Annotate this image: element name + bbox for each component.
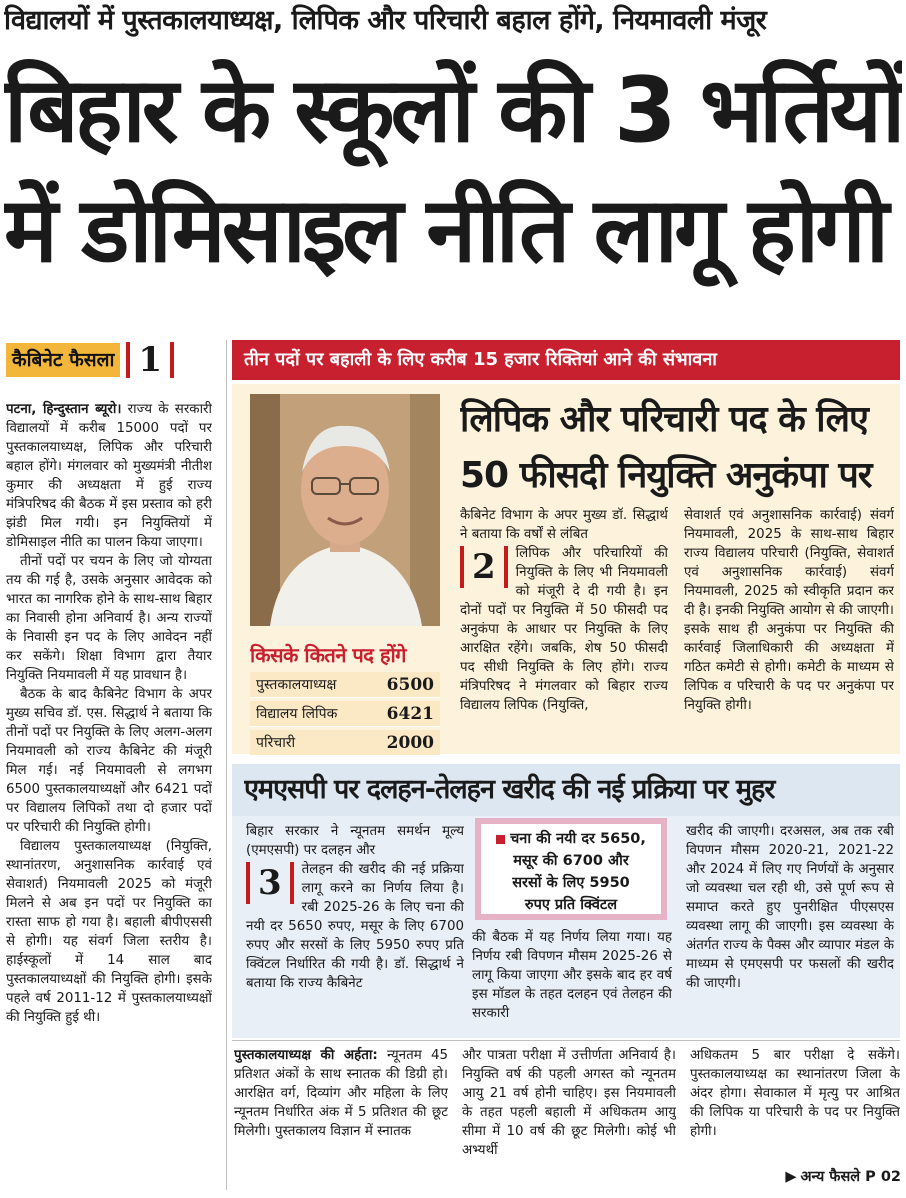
main-headline-line-1: बिहार के स्कूलों की 3 भर्तियों bbox=[4, 58, 902, 163]
section-2-col2-text: सेवाशर्त एवं अनुशासनिक कार्रवाई) संवर्ग नियमावली, 2025 के साथ-साथ बिहार राज्य विद्यालय परिचारी (नियुक्ति, सेवाशर्त एवं अनुशासनिक कार्रवाई) संवर्ग नियमावली, 2025 को स्वीकृति प्रदान कर दी है। इनकी नियुक्ति आयोग से की जाएगी। इसके साथ ही अनुकंपा पर नियुक्ति की कार्रवाई जिलाधिकारी की अध्यक्षता में गठित कमेटी से होगी। कमेटी के माध्यम से लिपिक व परिचारी के पद पर अनुकंपा पर नियुक्ति होगी। bbox=[684, 508, 894, 713]
section-2-column-1 bbox=[460, 506, 668, 746]
post-count: 2000 bbox=[386, 732, 434, 753]
section-3-intro: बिहार सरकार ने न्यूनतम समर्थन मूल्य (एमएसपी) पर दलहन और bbox=[246, 824, 464, 858]
section-4-col1 bbox=[234, 1046, 448, 1141]
other-decisions-text: अन्य फैसले P 02 bbox=[800, 1169, 901, 1185]
section-2-body-text: लिपिक और परिचारियों की नियुक्ति के लिए भी नियमावली को मंजूरी दे दी गयी है। इन दोनों पदों पर नियुक्ति में 50 फीसदी पद अनुकंपा के आधार पर नियुक्ति के लिए आरक्षित रहेंगे। जबकि, शेष 50 फीसदी पद सीधी नियुक्ति के लिए होंगे। राज्य मंत्रिपरिषद ने मंगलवार को बिहार राज्य विद्यालय लिपिक (नियुक्ति, bbox=[460, 546, 668, 713]
section-4-col3-text: अधिकतम 5 बार परीक्षा दे सकेंगे। पुस्तकालयाध्यक्ष का स्थानांतरण जिला के अंदर होगा। सेवाकाल में मृत्यु पर आश्रित की लिपिक या परिचारी के पद पर नियुक्ति होगी। bbox=[690, 1048, 900, 1139]
section-4-divider bbox=[232, 1040, 900, 1041]
post-count: 6500 bbox=[386, 674, 434, 695]
section-4-column-3 bbox=[690, 1046, 900, 1164]
bullet-square-icon bbox=[496, 835, 505, 844]
highlight-line-1: चना की नयी दर 5650, bbox=[487, 828, 655, 850]
section-3-body bbox=[246, 860, 464, 993]
section-3-column-2 bbox=[472, 928, 672, 1036]
section-4-column-2 bbox=[462, 1046, 676, 1190]
section-4-column-1 bbox=[234, 1046, 448, 1190]
msp-rates-highlight bbox=[475, 818, 667, 920]
post-name: पुस्तकालयाध्यक्ष bbox=[256, 677, 337, 693]
article-paragraph-1 bbox=[6, 400, 212, 552]
section-2-subhead-line-2: 50 फीसदी नियुक्ति अनुकंपा पर bbox=[460, 455, 872, 496]
main-headline-line-2: में डोमिसाइल नीति लागू होगी bbox=[4, 178, 886, 283]
posts-row-clerk bbox=[250, 701, 440, 727]
vacancy-banner: तीन पदों पर बहाली के लिए करीब 15 हजार रिक्तियां आने की संभावना bbox=[232, 340, 900, 380]
post-name: परिचारी bbox=[256, 735, 296, 751]
left-column-article bbox=[6, 400, 212, 1190]
article-paragraph-3: बैठक के बाद कैबिनेट विभाग के अपर मुख्य सचिव डॉ. एस. सिद्धार्थ ने बताया कि तीनों पदों पर नियुक्ति के लिए अलग-अलग नियमावली को राज्य कैबिनेट की मंजूरी मिल गई। नई नियमावली से लगभग 6500 पुस्तकालयाध्यक्षों और 6421 पदों पर विद्यालय लिपिकों तथा दो हजार पदों पर परिचारी की नियुक्ति होगी। bbox=[6, 687, 212, 835]
section-4-col2-text: और पात्रता परीक्षा में उत्तीर्णता अनिवार्य है। नियुक्ति वर्ष की पहली अगस्त को न्यूनतम आयु 21 वर्ष होनी चाहिए। इस नियमावली के तहत पहली बहाली में अधिकतम आयु सीमा में 10 वर्ष की छूट मिलेगी। कोई भी अभ्यर्थी bbox=[462, 1048, 676, 1158]
article-paragraph-2: तीनों पदों पर चयन के लिए जो योग्यता तय की गई है, उसके अनुसार आवेदक को भारत का नागरिक होने के साथ-साथ बिहार का निवासी होना अनिवार्य है। अन्य राज्यों के निवासी इन पद के लिए आवेदन नहीं कर सकेंगे। शिक्षा विभाग द्वारा तैयार नियुक्ति नियमावली में यह प्रावधान है। bbox=[6, 554, 212, 683]
item-number-3: 3 bbox=[246, 862, 294, 904]
posts-table bbox=[250, 672, 440, 759]
highlight-line-2: मसूर की 6700 और bbox=[513, 853, 629, 869]
section-2-subhead-line-1: लिपिक और परिचारी पद के लिए bbox=[460, 399, 868, 440]
post-name: विद्यालय लिपिक bbox=[256, 706, 338, 722]
eligibility-heading: पुस्तकालयाध्यक्ष की अर्हता: bbox=[234, 1048, 378, 1063]
post-count: 6421 bbox=[386, 703, 434, 724]
section-3-body-text: तेलहन की खरीद की नई प्रक्रिया लागू करने का निर्णय लिया है। रबी 2025-26 के लिए चना की नयी दर 5650 रुपए, मसूर के लिए 6700 रुपए और सरसों के लिए 5950 रुपए प्रति क्विंटल निर्धारित की गयी है। डॉ. सिद्धार्थ ने बताया कि राज्य कैबिनेट bbox=[246, 862, 464, 991]
section-2-intro: कैबिनेट विभाग के अपर मुख्य डॉ. सिद्धार्थ ने बताया कि वर्षों से लंबित bbox=[460, 508, 668, 542]
posts-box-title: किसके कितने पद होंगे bbox=[250, 643, 406, 667]
section-3-col2-text: की बैठक में यह निर्णय लिया गया। यह निर्णय रबी विपणन मौसम 2025-26 से लागू किया जाएगा और इसके बाद हर वर्ष इस मॉडल के तहत दलहन एवं तेलहन की सरकारी bbox=[472, 930, 672, 1021]
item-number-2: 2 bbox=[460, 546, 508, 588]
posts-row-librarian bbox=[250, 672, 440, 698]
section-3-column-3 bbox=[686, 822, 894, 1036]
column-divider bbox=[226, 340, 227, 1190]
item-number-1: 1 bbox=[126, 342, 174, 378]
cabinet-decision-tag: कैबिनेट फैसला bbox=[6, 343, 120, 377]
dateline: पटना, हिन्दुस्तान ब्यूरो। bbox=[6, 402, 122, 417]
section-2-column-2 bbox=[684, 506, 894, 746]
paragraph-1-text: राज्य के सरकारी विद्यालयों में करीब 15000 पदों पर पुस्तकालयाध्यक्ष, लिपिक और परिचारी बहाल होंगे। मंगलवार को मुख्यमंत्री नीतीश कुमार की अध्यक्षता में हुई राज्य मंत्रिपरिषद की बैठक में इस प्रस्ताव को हरी झंडी मिल गयी। इन नियुक्तियों में डोमिसाइल नीति का पालन किया जाएगा। bbox=[6, 402, 212, 550]
article-paragraph-4: विद्यालय पुस्तकालयाध्यक्ष (नियुक्ति, स्थानांतरण, अनुशासनिक कार्रवाई एवं सेवाशर्त) नियमावली 2025 को मंजूरी मिलने से अब इन पदों पर नियुक्ति का रास्ता साफ हो गया है। बहाली बीपीएससी से होगी। यह संवर्ग जिला स्तरीय है। हाईस्कूलों में 14 साल बाद पुस्तकालयाध्यक्षों की नियुक्ति होगी। इसके पहले वर्ष 2011-12 में पुस्तकालयाध्यक्षों की नियुक्ति हुई थी। bbox=[6, 839, 212, 1025]
section-4-col1-text: न्यूनतम 45 प्रतिशत अंकों के साथ स्नातक की डिग्री हो। आरक्षित वर्ग, दिव्यांग और महिला के लिए न्यूनतम निर्धारित अंक में 5 प्रतिशत की छूट मिलेगी। पुस्तकालय विज्ञान में स्नातक bbox=[234, 1048, 448, 1139]
portrait-illustration bbox=[250, 394, 440, 626]
section-3-column-1 bbox=[246, 822, 464, 1036]
other-decisions-reference bbox=[749, 1164, 901, 1190]
cabinet-decision-label bbox=[6, 342, 212, 378]
highlight-line-4: रुपए प्रति क्विंटल bbox=[524, 897, 618, 913]
kicker-headline: विद्यालयों में पुस्तकालयाध्यक्ष, लिपिक और परिचारी बहाल होंगे, नियमावली मंजूर bbox=[4, 5, 767, 36]
chief-minister-photo bbox=[250, 394, 440, 626]
section-3-headline: एमएसपी पर दलहन-तेलहन खरीद की नई प्रक्रिया पर मुहर bbox=[244, 774, 775, 805]
section-2-body bbox=[460, 544, 668, 715]
posts-row-attendant bbox=[250, 730, 440, 756]
arrow-right-icon: ▶ bbox=[785, 1169, 797, 1185]
highlight-line-3: सरसों के लिए 5950 bbox=[512, 875, 630, 891]
section-3-col3-text: खरीद की जाएगी। दरअसल, अब तक रबी विपणन मौसम 2020-21, 2021-22 और 2024 में लिए गए निर्णयों के अनुसार जो व्यवस्था चल रही थी, उसे पूर्ण रूप से समाप्त करते हुए पुनरीक्षित पीएसएस व्यवस्था लागू की जाएगी। इस व्यवस्था के अंतर्गत राज्य के पैक्स और व्यापार मंडल के माध्यम से एमएसपी पर फसलों की खरीद की जाएगी। bbox=[686, 824, 894, 991]
